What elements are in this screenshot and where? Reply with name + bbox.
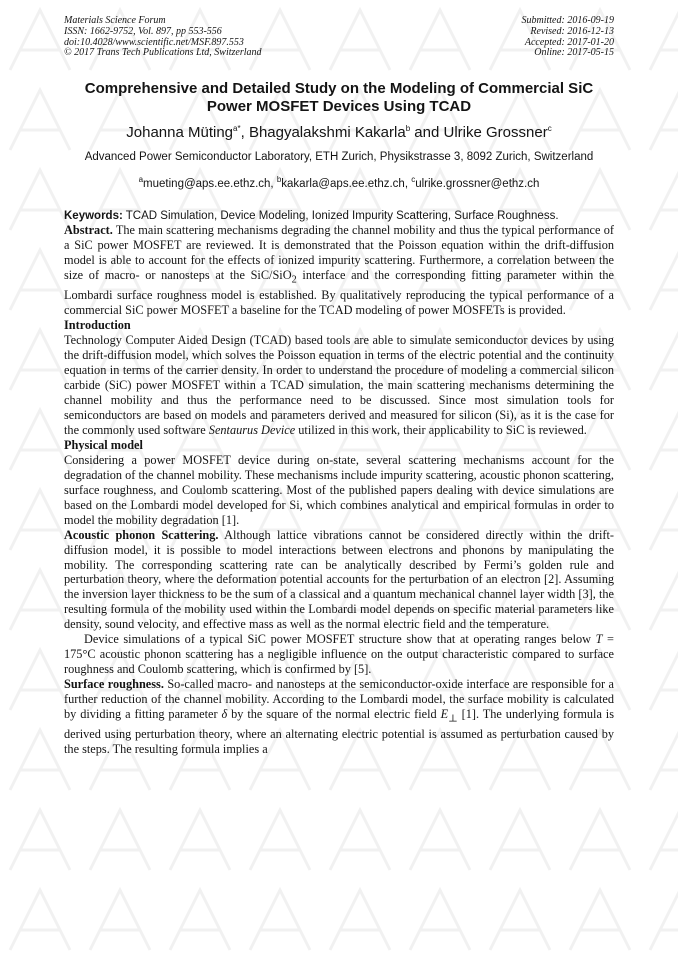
acoustic-phonon-label: Acoustic phonon Scattering. xyxy=(64,527,219,542)
email-3-sup: c xyxy=(411,175,416,185)
author-3: Ulrike Grossner xyxy=(443,124,548,141)
submitted-date: Submitted: 2016-09-19 xyxy=(521,15,614,26)
copyright-line: © 2017 Trans Tech Publications Ltd, Switzerland xyxy=(64,47,262,59)
intro-text-1: Technology Computer Aided Design (TCAD) based tools are able to simulate semiconductor devices by using the drift-diffusion model, which solves the Poisson equation in terms of the electric potential and the continuity equation in terms of the carrier density. In order to understand the procedure of modeling a commercial silicon carbide (SiC) power MOSFET within a TCAD simulation, the main scattering mechanisms determining the channel mobility and thus the performance need to be discussed. Since most simulation tools for semiconductors are based on models and parameters derived and measured for silicon (Si), as it is the case for the commonly used software xyxy=(64,333,614,437)
introduction-paragraph xyxy=(64,333,614,438)
email-3: ulrike.grossner@ethz.ch xyxy=(415,178,540,190)
acoustic-phonon-paragraph xyxy=(64,528,614,633)
accepted-date: Accepted: 2017-01-20 xyxy=(524,36,614,48)
author-1-sup: a* xyxy=(233,124,241,133)
email-1: mueting@aps.ee.ethz.ch, xyxy=(143,178,277,190)
header-left xyxy=(64,16,262,59)
intro-text-2: utilized in this work, their applicability to SiC is reviewed. xyxy=(295,422,587,437)
introduction-heading: Introduction xyxy=(64,318,131,333)
keywords-label: Keywords: xyxy=(64,210,123,222)
perpendicular-subscript: ⊥ xyxy=(448,713,458,725)
journal-header xyxy=(64,16,614,66)
author-separator: , xyxy=(240,124,249,141)
author-2: Bhagyalakshmi Kakarla xyxy=(248,124,406,141)
device-text-2: = 175°C acoustic phonon scattering has a negligible influence on the output characteristic compared to surface roughness and Coulomb scattering, which is confirmed by [5]. xyxy=(64,632,614,677)
header-right xyxy=(522,16,615,59)
email-2-sup: b xyxy=(276,175,282,185)
title-line-2: Power MOSFET Devices Using TCAD xyxy=(206,98,472,115)
paper-title xyxy=(64,80,614,116)
abstract-subscript: 2 xyxy=(291,274,297,286)
abstract-label: Abstract. xyxy=(64,223,113,237)
temperature-symbol: T xyxy=(595,632,603,647)
physical-model-paragraph: Considering a power MOSFET device during on-state, several scattering mechanisms account for the degradation of the channel mobility. These mechanisms include impurity scattering, acoustic phonon scattering, surface roughness, and Coulomb scattering. Most of the published papers dealing with device simulations are based on the Lombardi model developed for Si, which combines analytical and empirical formulas in order to model the mobility degradation [1]. xyxy=(64,452,614,527)
issn-line: ISSN: 1662-9752, Vol. 897, pp 553-556 xyxy=(64,25,222,37)
paper-page xyxy=(64,16,614,757)
abstract-text-2: interface and the corresponding fitting parameter within the Lombardi surface roughness model is established. By qualitatively reproducing the typical performance of a commercial SiC power MOSFET a baseline for the TCAD modeling of power MOSFETs is provided. xyxy=(64,267,614,318)
email-2: kakarla@aps.ee.ethz.ch, xyxy=(281,178,412,190)
author-1: Johanna Müting xyxy=(126,124,234,141)
abstract-text-1: The main scattering mechanisms degrading the channel mobility and thus the typical performance of a SiC power MOSFET are reviewed. It is demonstrated that the Poisson equation within the drift-diffusion model is able to account for the effects of ionized impurity scattering. Furthermore, a correlation between the size of macro- or nanosteps at the SiC/SiO xyxy=(64,223,614,282)
device-simulation-paragraph xyxy=(64,632,614,677)
acoustic-phonon-text: Although lattice vibrations cannot be considered directly within the drift-diffusion model, it is possible to model interactions between electrons and phonons by manipulating the mobility. The corresponding scattering rate can be analytically described by Fermi’s golden rule and perturbation theory, where the deformation potential accounts for the perturbation of an electron [2]. Assuming the inversion layer thickness to be the sum of a classical and a quantum mechanical channel layer width [3], the resulting formula of the mobility used within the Lombardi model depends on specific material parameters like density, sound velocity, and effective mass as well as the normal electric field and the temperature. xyxy=(64,527,614,632)
author-emails xyxy=(64,177,614,191)
affiliation: Advanced Power Semiconductor Laboratory, ETH Zurich, Physikstrasse 3, 8092 Zurich, Switzerland xyxy=(84,151,594,163)
abstract xyxy=(64,223,614,318)
physical-model-heading: Physical model xyxy=(64,437,143,452)
revised-date: Revised: 2016-12-13 xyxy=(530,25,614,37)
email-1-sup: a xyxy=(138,175,144,185)
author-separator: and xyxy=(410,124,444,141)
intro-software-name: Sentaurus Device xyxy=(208,422,296,437)
surface-roughness-label: Surface roughness. xyxy=(64,677,164,692)
surface-text-3: [1]. The underlying formula is derived using perturbation theory, where an alternating electric potential is assumed as perturbation caused by the steps. The resulting formula implies a xyxy=(64,707,615,757)
author-2-sup: b xyxy=(405,124,411,133)
surface-text-1: So-called macro- and nanosteps at the semiconductor-oxide interface are responsible for a further reduction of the channel mobility. According to the Lombardi model, the surface mobility is calculated by dividing a fitting parameter xyxy=(64,677,614,722)
doi-line: doi:10.4028/www.scientific.net/MSF.897.553 xyxy=(64,36,244,48)
field-symbol: E xyxy=(440,707,449,722)
author-list xyxy=(64,124,614,142)
surface-roughness-paragraph xyxy=(64,677,614,757)
keywords-text: TCAD Simulation, Device Modeling, Ionized Impurity Scattering, Surface Roughness. xyxy=(122,210,559,222)
journal-name: Materials Science Forum xyxy=(64,15,166,26)
delta-symbol: δ xyxy=(221,707,228,722)
surface-text-2: by the square of the normal electric field xyxy=(227,707,441,722)
author-3-sup: c xyxy=(547,124,552,133)
keywords xyxy=(64,209,614,223)
title-line-1: Comprehensive and Detailed Study on the Modeling of Commercial SiC xyxy=(84,80,594,97)
online-date: Online: 2017-05-15 xyxy=(534,47,614,59)
device-text-1: Device simulations of a typical SiC power MOSFET structure show that at operating ranges below xyxy=(84,632,596,647)
